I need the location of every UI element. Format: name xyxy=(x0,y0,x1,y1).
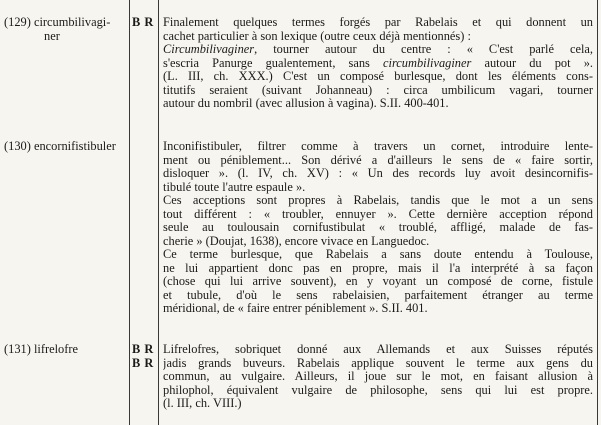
text-line: ment ou péniblement... Son dérivé a d'ailleurs le sens de « faire sortir, xyxy=(163,153,593,167)
text-line: Ce terme burlesque, que Rabelais a sans doute entendu à Toulouse, xyxy=(163,248,593,261)
source-code: B R xyxy=(132,342,154,356)
entry-131-text xyxy=(163,343,593,411)
text-line: s'escria Panurge gualentement, sans circumbilivaginer autour du pot ». xyxy=(163,56,593,70)
text-line: Circumbilivaginer, tourner autour du centre : « C'est parlé cela, xyxy=(163,43,593,56)
text-line: tibulé toute l'autre espaule ». xyxy=(163,180,306,194)
entry-131-heading xyxy=(4,343,78,357)
text-line: Inconifistibuler, filtrer comme à travers un cornet, introduire lente- xyxy=(163,140,593,153)
text-line: jadis grands buveurs. Rabelais applique souvent le terme aux gens du xyxy=(163,356,593,370)
text-line: cherie » (Doujat, 1638), encore vivace en Languedoc. xyxy=(163,234,430,248)
text-line: Ces acceptions sont propres à Rabelais, tandis que le mot a un sens xyxy=(163,194,593,207)
text-line: et tubule, d'où le sens rabelaisien, parfaitement étranger au terme xyxy=(163,288,593,302)
entry-term: circumbilivagi- xyxy=(33,15,111,29)
text-line: méridional, de « faire entrer péniblement ». S.II. 401. xyxy=(163,302,428,315)
text-line: cachet particulier à son lexique (outre ceux déjà mentionnés) : xyxy=(163,29,471,43)
text-line: tout différent : « troubler, ennuyer ». Cette dernière acception répond xyxy=(163,207,593,221)
entry-129-text xyxy=(163,16,593,111)
entry-number: (131) xyxy=(4,342,31,356)
text-line: seule au toulousain cornifustibulat « troublé, affligé, malade de fas- xyxy=(163,221,593,234)
entry-number: (130) xyxy=(4,139,31,153)
text-line: (chose qui lui arrive souvent), en y voyant un composé de corne, fistule xyxy=(163,275,593,288)
entry-term-cont: ner xyxy=(44,28,60,43)
text-line: (l. III, ch. VIII.) xyxy=(163,397,242,410)
text-line: commun, au vulgaire. Ailleurs, il joue sur le mot, en faisant allusion à xyxy=(163,370,593,383)
text-line: ne lui appartient donc pas en propre, mais il l'a interprété à sa façon xyxy=(163,261,593,275)
source-code: B R xyxy=(132,355,154,370)
entry-129-codes xyxy=(132,16,154,30)
entry-129-heading xyxy=(4,16,110,43)
text-line: autour du nombril (avec allusion à vagina). S.II. 400-401. xyxy=(163,97,449,110)
entry-130-heading xyxy=(4,140,116,154)
text-line: (L. III, ch. XXX.) C'est un composé burlesque, dont les éléments cons- xyxy=(163,70,593,83)
text-line: Finalement quelques termes forgés par Rabelais et qui donnent un xyxy=(163,16,593,29)
text-line: philophol, équivalent vulgaire de philosophe, sens qui lui est propre. xyxy=(163,383,593,397)
entry-130-text xyxy=(163,140,593,316)
entry-term: lifrelofre xyxy=(33,342,78,356)
source-code: B R xyxy=(132,15,154,29)
entry-number: (129) xyxy=(4,15,31,29)
entry-term: encornifistibuler xyxy=(33,139,116,153)
text-line: titutifs seraient (suivant Johanneau) : circa umbilicum vagari, tourner xyxy=(163,83,593,97)
text-line: Lifrelofres, sobriquet donné aux Allemands et aux Suisses réputés xyxy=(163,343,593,356)
entry-131-codes xyxy=(132,343,154,370)
text-line: disloquer ». (l. IV, ch. XV) : « Un des records luy avoit desincornifis- xyxy=(163,167,593,180)
